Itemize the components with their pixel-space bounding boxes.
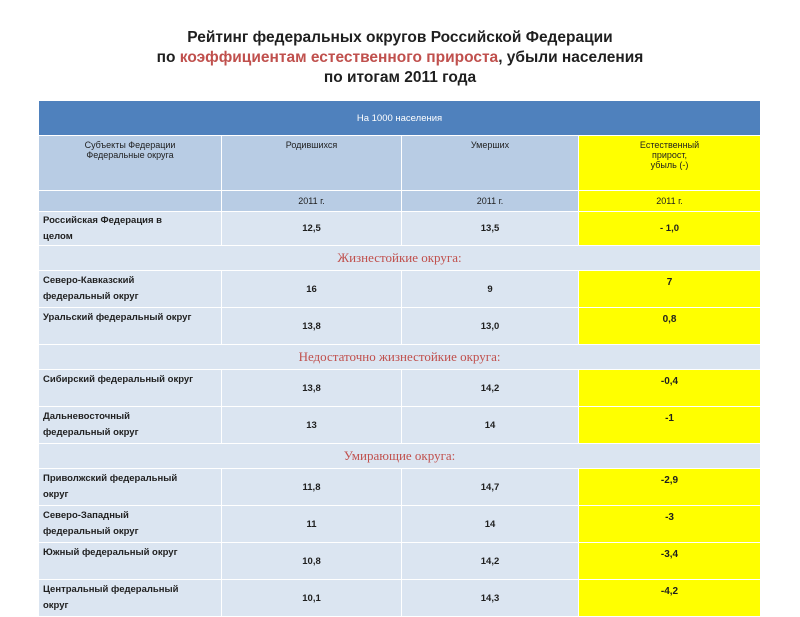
- header-unit-row: [39, 101, 761, 136]
- title-line-2-suffix: , убыли населения: [498, 49, 644, 66]
- row-name-line2: округ: [43, 600, 69, 611]
- page-title: [60, 28, 740, 88]
- section-insufficient: Недостаточно жизнестойкие округа:: [39, 345, 761, 370]
- col-natural-header: [579, 136, 761, 191]
- section-insufficient-row: [39, 345, 761, 370]
- row-name: [39, 469, 222, 506]
- row-name: [39, 580, 222, 617]
- row-born: 10,8: [222, 543, 402, 580]
- row-name: [39, 212, 222, 246]
- row-name-line2: целом: [43, 231, 73, 242]
- table-row: [39, 271, 761, 308]
- row-name-line1: Дальневосточный: [43, 411, 130, 422]
- row-natural: -1: [579, 407, 761, 444]
- row-died: 14: [402, 506, 579, 543]
- row-born: 11: [222, 506, 402, 543]
- row-name-line2: округ: [43, 489, 69, 500]
- col-subjects-header: [39, 136, 222, 191]
- rating-table: [38, 100, 761, 617]
- row-natural: -0,4: [579, 370, 761, 407]
- row-died: 9: [402, 271, 579, 308]
- year-died: 2011 г.: [402, 191, 579, 212]
- header-unit: На 1000 населения: [39, 101, 761, 136]
- row-name: [39, 370, 222, 407]
- row-name-line1: Северо-Западный: [43, 510, 129, 521]
- row-died: 14,7: [402, 469, 579, 506]
- section-dying: Умирающие округа:: [39, 444, 761, 469]
- row-died: 14,2: [402, 370, 579, 407]
- row-name: [39, 271, 222, 308]
- row-name-line1: Уральский федеральный округ: [43, 312, 192, 323]
- row-name-line2: федеральный округ: [43, 526, 139, 537]
- table-row: [39, 407, 761, 444]
- row-natural: -4,2: [579, 580, 761, 617]
- row-born: 11,8: [222, 469, 402, 506]
- table-row: [39, 580, 761, 617]
- row-natural: -2,9: [579, 469, 761, 506]
- row-died: 14: [402, 407, 579, 444]
- section-resilient: Жизнестойкие округа:: [39, 246, 761, 271]
- row-name-line1: Сибирский федеральный округ: [43, 374, 194, 385]
- row-natural: -3: [579, 506, 761, 543]
- row-name: [39, 308, 222, 345]
- row-born: 13: [222, 407, 402, 444]
- row-name-line1: Российская Федерация в: [43, 215, 163, 226]
- header-years-row: [39, 191, 761, 212]
- col-natural-line1: Естественный: [639, 140, 700, 150]
- header-columns-row: [39, 136, 761, 191]
- row-name-line1: Приволжский федеральный: [43, 473, 178, 484]
- col-died-header: Умерших: [402, 136, 579, 191]
- col-natural-line2: прирост,: [651, 150, 688, 160]
- row-born: 13,8: [222, 370, 402, 407]
- row-name: [39, 506, 222, 543]
- col-natural-line3: убыль (-): [650, 160, 689, 170]
- table-row: [39, 506, 761, 543]
- table-row: [39, 469, 761, 506]
- year-empty-cell: [39, 191, 222, 212]
- row-born: 12,5: [222, 212, 402, 246]
- row-natural: 0,8: [579, 308, 761, 345]
- row-born: 10,1: [222, 580, 402, 617]
- row-died: 14,2: [402, 543, 579, 580]
- section-resilient-row: [39, 246, 761, 271]
- col-subjects-line1: Субъекты Федерации: [84, 140, 176, 150]
- row-name: [39, 407, 222, 444]
- row-name-line1: Южный федеральный округ: [43, 547, 178, 558]
- table-row: [39, 308, 761, 345]
- row-died: 13,5: [402, 212, 579, 246]
- row-born: 16: [222, 271, 402, 308]
- row-name-line1: Центральный федеральный: [43, 584, 179, 595]
- row-name-line1: Северо-Кавказский: [43, 275, 135, 286]
- title-line-2-prefix: по: [156, 49, 180, 66]
- row-natural: -3,4: [579, 543, 761, 580]
- table-row: [39, 543, 761, 580]
- col-subjects-line2: Федеральные округа: [86, 150, 174, 160]
- row-born: 13,8: [222, 308, 402, 345]
- title-accent: коэффициентам естественного прироста: [179, 49, 499, 66]
- row-natural: - 1,0: [579, 212, 761, 246]
- year-natural: 2011 г.: [579, 191, 761, 212]
- title-line-3: по итогам 2011 года: [323, 69, 477, 86]
- title-line-1: Рейтинг федеральных округов Российской Федерации: [187, 29, 613, 46]
- row-died: 13,0: [402, 308, 579, 345]
- row-name: [39, 543, 222, 580]
- table-row: [39, 370, 761, 407]
- row-name-line2: федеральный округ: [43, 427, 139, 438]
- section-dying-row: [39, 444, 761, 469]
- table-row-russia: [39, 212, 761, 246]
- row-natural: 7: [579, 271, 761, 308]
- title-line-2: [60, 48, 740, 68]
- col-born-header: Родившихся: [222, 136, 402, 191]
- row-name-line2: федеральный округ: [43, 291, 139, 302]
- row-died: 14,3: [402, 580, 579, 617]
- year-born: 2011 г.: [222, 191, 402, 212]
